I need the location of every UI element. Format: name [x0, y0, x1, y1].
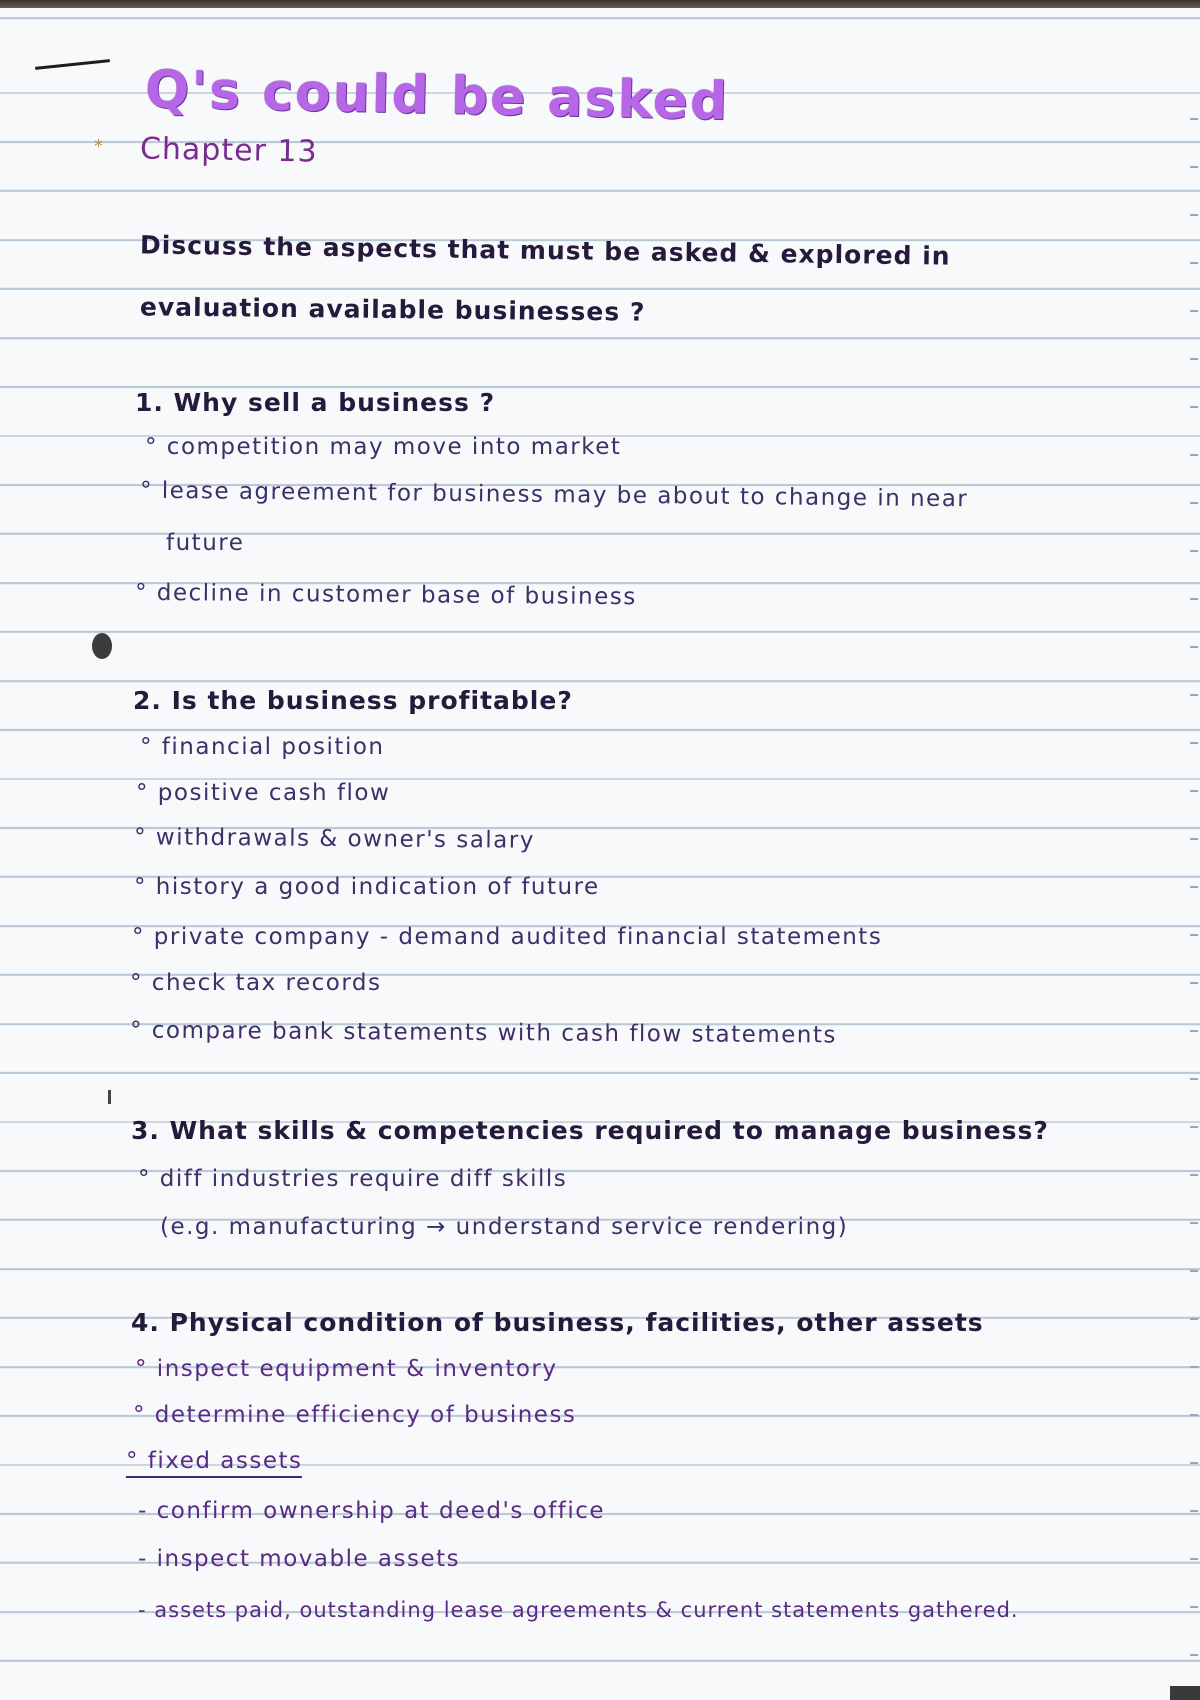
- list-item: future: [166, 530, 245, 556]
- edge-mark: [1190, 1318, 1198, 1320]
- edge-mark: [1190, 550, 1198, 552]
- list-item: ° diff industries require diff skills: [138, 1166, 568, 1192]
- edge-mark: [1190, 1222, 1198, 1224]
- list-item: - assets paid, outstanding lease agreements & current statements gathered.: [138, 1598, 1019, 1622]
- margin-pen-mark: [35, 59, 110, 70]
- list-item: ° compare bank statements with cash flow statements: [129, 1017, 838, 1049]
- edge-mark: [1190, 454, 1198, 456]
- edge-mark: [1190, 1510, 1198, 1512]
- list-item: ° competition may move into market: [145, 434, 622, 460]
- edge-mark: [1190, 934, 1198, 936]
- list-item: ° check tax records: [130, 970, 382, 996]
- list-item: ° lease agreement for business may be about to change in near: [139, 477, 969, 513]
- list-item: ° withdrawals & owner's salary: [133, 824, 536, 854]
- list-item: ° history a good indication of future: [134, 874, 600, 900]
- photo-corner: [1170, 1686, 1200, 1700]
- star-icon: *: [94, 136, 103, 157]
- intro-question-line-1: Discuss the aspects that must be asked & explored in: [139, 230, 951, 271]
- list-item: ° decline in customer base of business: [134, 579, 637, 611]
- section-heading: 1. Why sell a business ?: [135, 388, 496, 417]
- edge-mark: [1190, 358, 1198, 360]
- edge-mark: [1190, 214, 1198, 216]
- edge-mark: [1190, 1558, 1198, 1560]
- list-item: (e.g. manufacturing → understand service rendering): [160, 1214, 849, 1240]
- list-item: - inspect movable assets: [138, 1546, 461, 1572]
- edge-mark: [1190, 1414, 1198, 1416]
- list-item: ° financial position: [140, 734, 385, 760]
- edge-mark: [1190, 1606, 1198, 1608]
- edge-mark: [1190, 1126, 1198, 1128]
- edge-mark: [1190, 1270, 1198, 1272]
- edge-mark: [1190, 310, 1198, 312]
- margin-tick-mark: [108, 1090, 111, 1104]
- edge-mark: [1190, 838, 1198, 840]
- edge-mark: [1190, 1366, 1198, 1368]
- binder-hole-mark: [92, 633, 112, 659]
- edge-mark: [1190, 262, 1198, 264]
- list-item-fixed-assets: ° fixed assets: [126, 1448, 302, 1478]
- edge-mark: [1190, 694, 1198, 696]
- edge-mark: [1190, 1030, 1198, 1032]
- edge-mark: [1190, 742, 1198, 744]
- list-item: ° private company - demand audited financial statements: [132, 924, 883, 950]
- lined-notebook-page: [0, 8, 1200, 1700]
- edge-mark: [1190, 790, 1198, 792]
- edge-mark: [1190, 1654, 1198, 1656]
- edge-mark: [1190, 646, 1198, 648]
- edge-mark: [1190, 982, 1198, 984]
- edge-mark: [1190, 166, 1198, 168]
- section-heading: 3. What skills & competencies required to manage business?: [131, 1116, 1049, 1145]
- edge-mark: [1190, 406, 1198, 408]
- edge-mark: [1190, 502, 1198, 504]
- edge-mark: [1190, 598, 1198, 600]
- list-item: ° positive cash flow: [136, 780, 391, 806]
- edge-mark: [1190, 1078, 1198, 1080]
- page-edge-marks: [1186, 88, 1200, 1688]
- list-item: ° inspect equipment & inventory: [135, 1356, 558, 1382]
- edge-mark: [1190, 1462, 1198, 1464]
- section-heading: 2. Is the business profitable?: [133, 686, 573, 715]
- photo-top-edge: [0, 0, 1200, 8]
- page-title: Q's could be asked: [144, 59, 730, 133]
- intro-question-line-2: evaluation available businesses ?: [139, 292, 646, 327]
- chapter-label: Chapter 13: [139, 131, 318, 170]
- section-heading: 4. Physical condition of business, facilities, other assets: [131, 1308, 984, 1337]
- list-item: ° determine efficiency of business: [133, 1402, 577, 1428]
- edge-mark: [1190, 1174, 1198, 1176]
- list-item: - confirm ownership at deed's office: [138, 1498, 606, 1524]
- edge-mark: [1190, 886, 1198, 888]
- edge-mark: [1190, 118, 1198, 120]
